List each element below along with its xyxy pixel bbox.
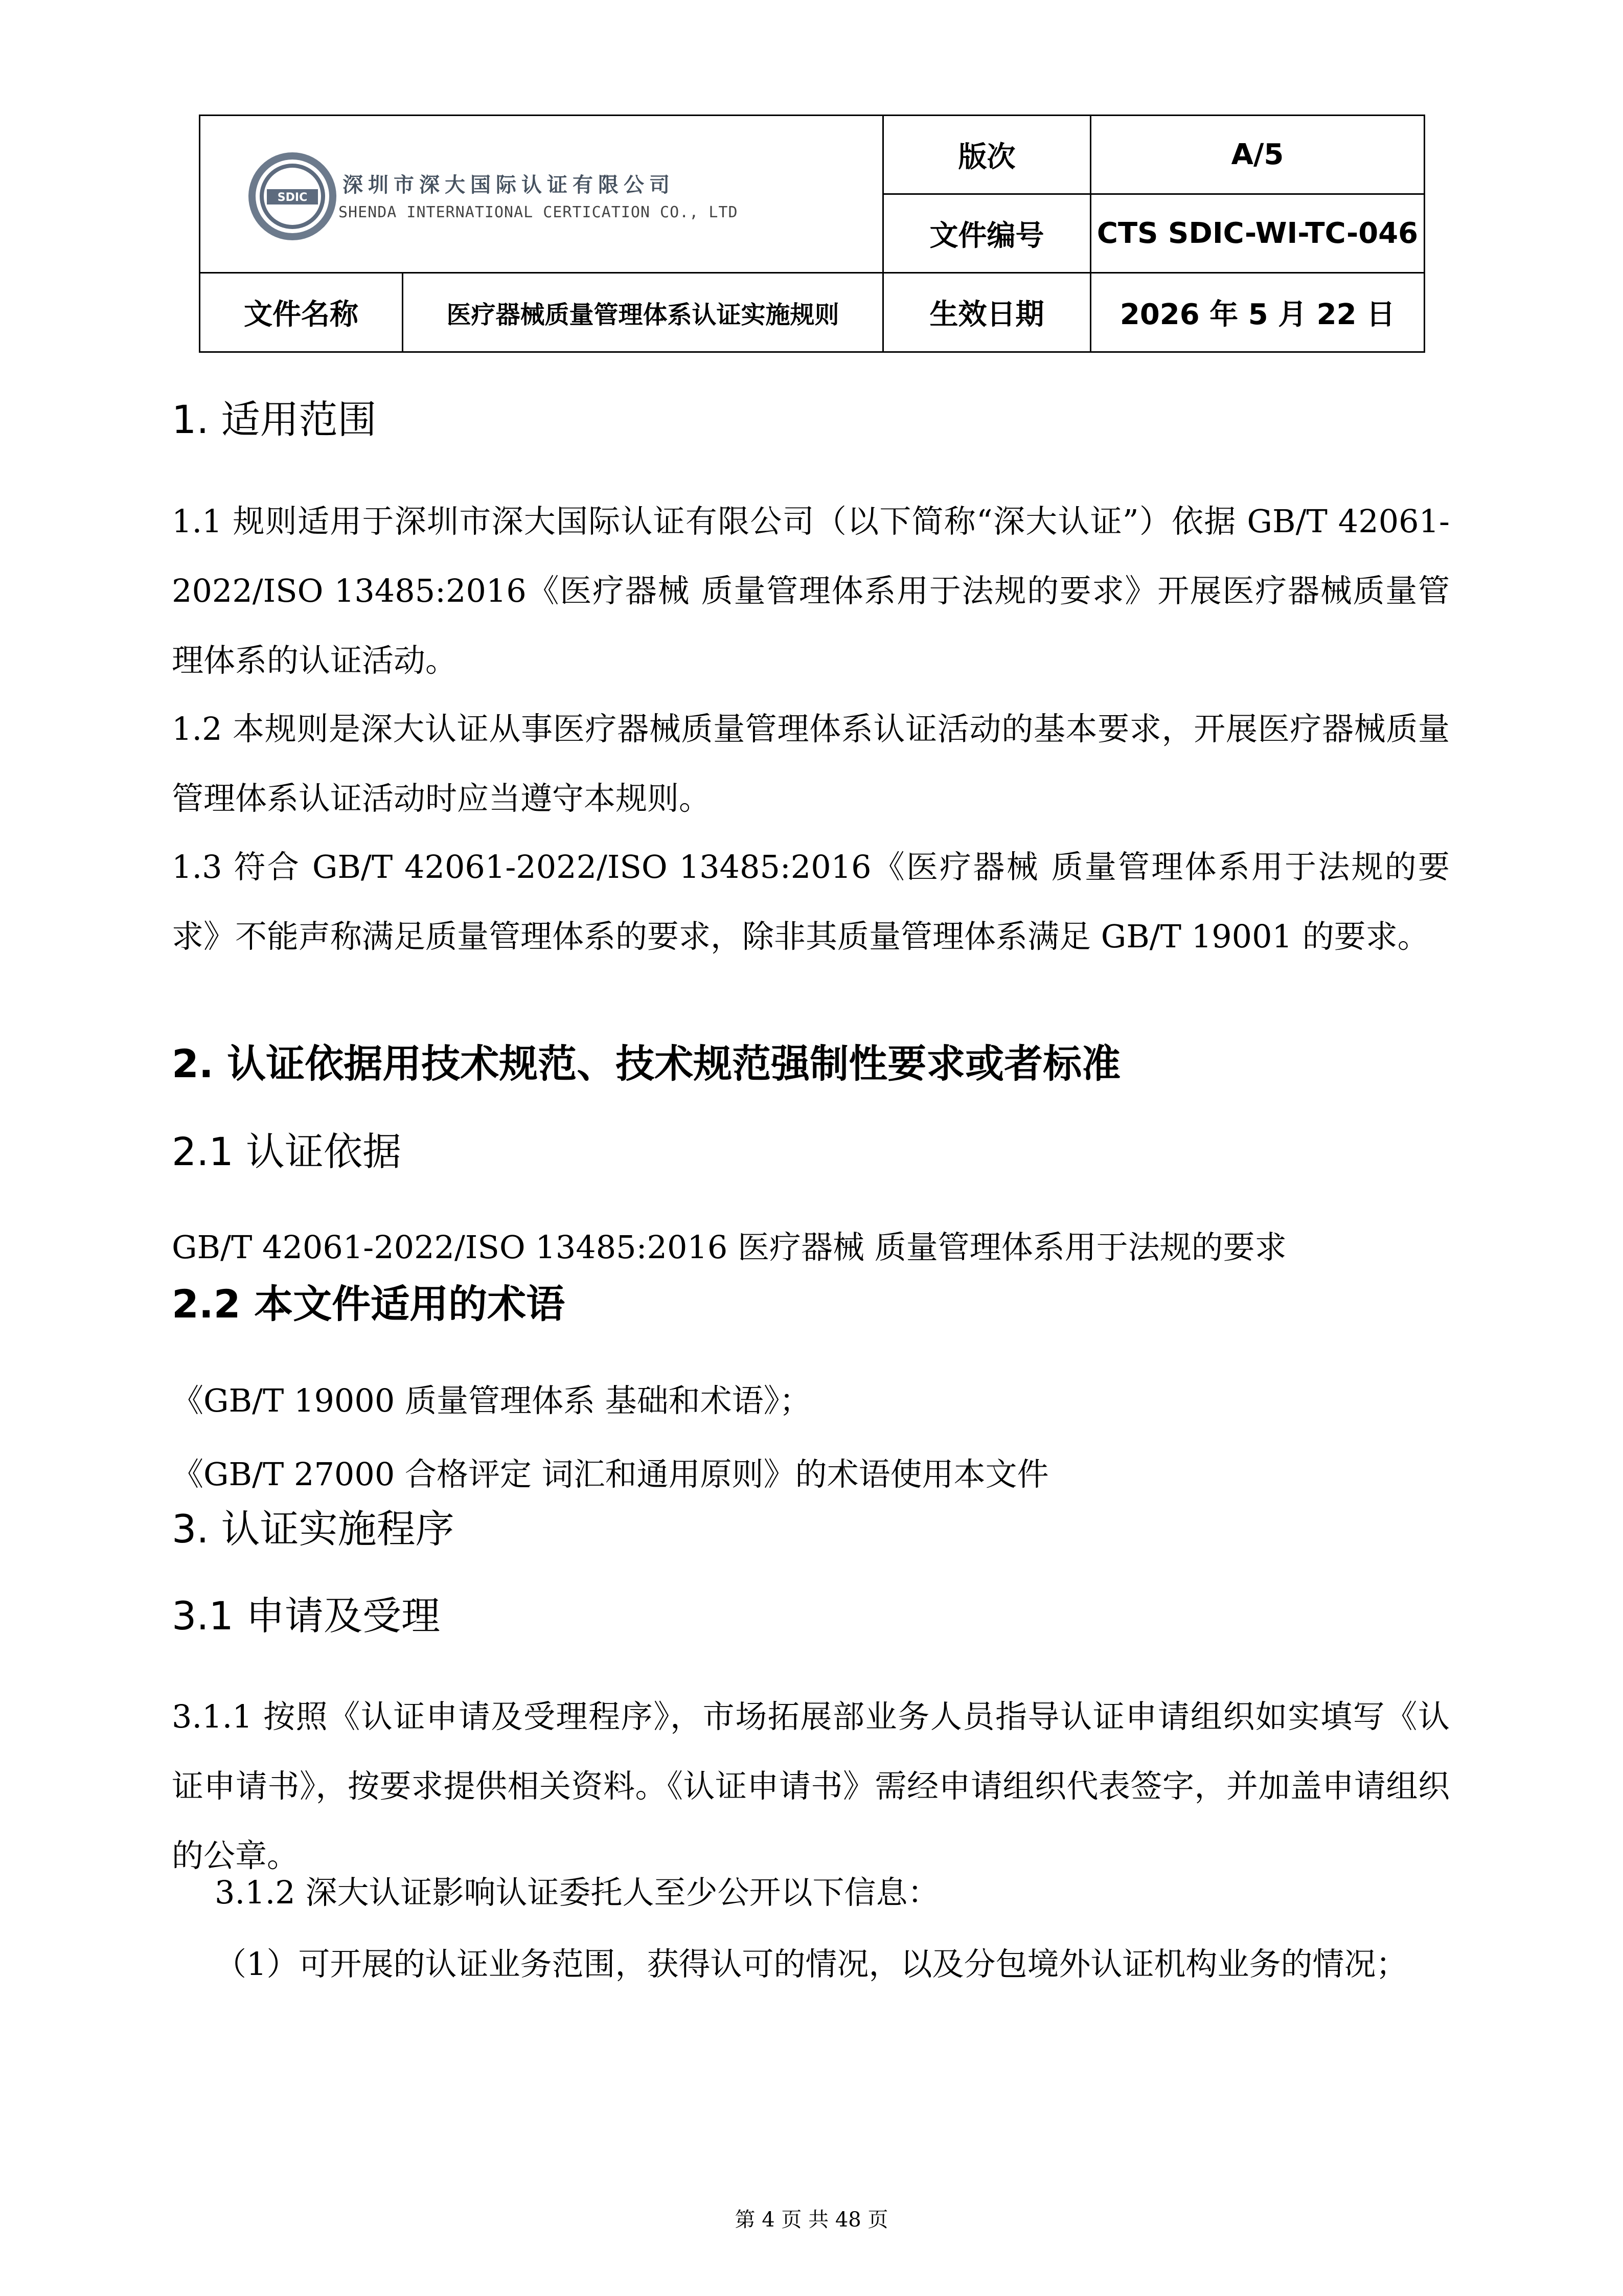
paragraph-3-1-2: 3.1.2 深大认证影响认证委托人至少公开以下信息：	[215, 1874, 940, 1911]
section-2-2-title: 2.2 本文件适用的术语	[172, 1281, 565, 1327]
doc-number-label: 文件编号	[883, 194, 1091, 273]
company-name-en: SHENDA INTERNATIONAL CERTICATION CO., LTD	[338, 203, 738, 221]
section-1-title: 1. 适用范围	[172, 397, 377, 442]
section-3-1-title: 3.1 申请及受理	[172, 1593, 441, 1639]
effective-date-label: 生效日期	[883, 273, 1091, 352]
doc-name-value: 医疗器械质量管理体系认证实施规则	[403, 273, 883, 352]
paragraph-1-1: 1.1 规则适用于深圳市深大国际认证有限公司（以下简称“深大认证”）依据 GB/T 42061-2022/ISO 13485:2016《医疗器械 质量管理体系用于法规的要求》开展医疗器械质量管理体系的认证活动。	[172, 503, 1450, 679]
paragraph-3-1-2-1: （1）可开展的认证业务范围，获得认可的情况，以及分包境外认证机构业务的情况；	[215, 1945, 1408, 1983]
edition-value: A/5	[1091, 116, 1425, 194]
paragraph-1-3: 1.3 符合 GB/T 42061-2022/ISO 13485:2016《医疗器械 质量管理体系用于法规的要求》不能声称满足质量管理体系的要求，除非其质量管理体系满足 GB/T 19001 的要求。	[172, 848, 1450, 955]
section-3-title: 3. 认证实施程序	[172, 1506, 454, 1552]
document-header-table	[199, 115, 1425, 353]
paragraph-2-2-b: 《GB/T 27000 合格评定 词汇和通用原则》的术语使用本文件	[172, 1456, 1049, 1493]
paragraph-3-1-1: 3.1.1 按照《认证申请及受理程序》，市场拓展部业务人员指导认证申请组织如实填写《认证申请书》，按要求提供相关资料。《认证申请书》需经申请组织代表签字，并加盖申请组织的公章。	[172, 1698, 1450, 1874]
effective-date-value: 2026 年 5 月 22 日	[1091, 273, 1425, 352]
company-seal-icon	[246, 150, 338, 242]
paragraph-2-1: GB/T 42061-2022/ISO 13485:2016 医疗器械 质量管理体系用于法规的要求	[172, 1229, 1287, 1266]
section-2-1-title: 2.1 认证依据	[172, 1129, 402, 1174]
seal-text: SDIC	[277, 191, 308, 204]
paragraph-1-2: 1.2 本规则是深大认证从事医疗器械质量管理体系认证活动的基本要求，开展医疗器械质量管理体系认证活动时应当遵守本规则。	[172, 710, 1450, 817]
page-number: 第 4 页 共 48 页	[735, 2208, 888, 2232]
paragraph-2-2-a: 《GB/T 19000 质量管理体系 基础和术语》；	[172, 1382, 811, 1419]
edition-label: 版次	[883, 116, 1091, 194]
doc-number-value: CTS SDIC-WI-TC-046	[1091, 194, 1425, 273]
doc-name-label: 文件名称	[200, 273, 403, 352]
company-name-cn: 深圳市深大国际认证有限公司	[342, 172, 675, 197]
company-logo-cell	[200, 116, 883, 273]
section-2-title: 2. 认证依据用技术规范、技术规范强制性要求或者标准	[172, 1041, 1121, 1086]
